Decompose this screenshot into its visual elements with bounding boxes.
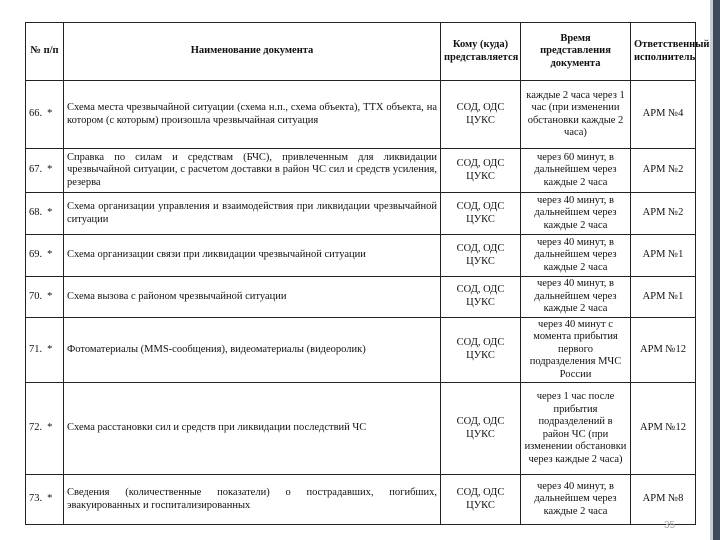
submission-time: через 1 час после прибытия подразделений в район ЧС (при изменении обстановки через каждые 2 часа) [521, 383, 631, 475]
row-mark: * [47, 164, 53, 176]
responsible: АРМ №1 [631, 277, 696, 318]
recipient: СОД, ОДС ЦУКС [441, 193, 521, 235]
responsible: АРМ №2 [631, 193, 696, 235]
row-mark: * [47, 207, 53, 219]
responsible: АРМ №12 [631, 383, 696, 475]
document-name: Схема организации связи при ликвидации чрезвычайной ситуации [64, 235, 441, 277]
responsible: АРМ №12 [631, 317, 696, 383]
document-name: Схема расстановки сил и средств при ликвидации последствий ЧС [64, 383, 441, 475]
row-number [26, 317, 64, 383]
table-row [26, 277, 696, 318]
row-number-text: 69. [29, 249, 43, 261]
row-number [26, 193, 64, 235]
recipient: СОД, ОДС ЦУКС [441, 277, 521, 318]
document-name: Справка по силам и средствам (БЧС), привлеченным для ликвидации чрезвычайной ситуации, с расчетом доставки в район ЧС сил и средств усиления, резерва [64, 149, 441, 193]
row-number [26, 81, 64, 149]
responsible: АРМ №8 [631, 475, 696, 525]
row-mark: * [47, 343, 53, 355]
responsible: АРМ №2 [631, 149, 696, 193]
recipient: СОД, ОДС ЦУКС [441, 235, 521, 277]
table-row [26, 235, 696, 277]
table-row [26, 383, 696, 475]
submission-time: через 40 минут, в дальнейшем через каждые 2 часа [521, 193, 631, 235]
document-name: Сведения (количественные показатели) о пострадавших, погибших, эвакуированных и госпитализированных [64, 475, 441, 525]
submission-time: через 40 минут с момента прибытия первого подразделения МЧС России [521, 317, 631, 383]
recipient: СОД, ОДС ЦУКС [441, 149, 521, 193]
table-row [26, 317, 696, 383]
slide-edge-bar [713, 0, 720, 540]
row-mark: * [47, 290, 53, 302]
header-to: Кому (куда) представляется [441, 23, 521, 81]
row-number [26, 235, 64, 277]
row-mark: * [47, 249, 53, 261]
responsible: АРМ №4 [631, 81, 696, 149]
document-name: Фотоматериалы (MMS-сообщения), видеоматериалы (видеоролик) [64, 317, 441, 383]
header-num: № п/п [26, 23, 64, 81]
table-header [26, 23, 696, 81]
row-number-text: 68. [29, 207, 43, 219]
submission-time: через 60 минут, в дальнейшем через каждые 2 часа [521, 149, 631, 193]
table-row [26, 193, 696, 235]
row-number-text: 66. [29, 108, 43, 120]
row-number [26, 475, 64, 525]
document-name: Схема места чрезвычайной ситуации (схема н.п., схема объекта), ТТХ объекта, на котором (с которым) произошла чрезвычайная ситуация [64, 81, 441, 149]
row-mark: * [47, 108, 53, 120]
header-name: Наименование документа [64, 23, 441, 81]
table-row [26, 149, 696, 193]
row-number-text: 67. [29, 164, 43, 176]
recipient: СОД, ОДС ЦУКС [441, 317, 521, 383]
table-row [26, 475, 696, 525]
submission-time: через 40 минут, в дальнейшем через каждые 2 часа [521, 235, 631, 277]
header-time: Время представления документа [521, 23, 631, 81]
recipient: СОД, ОДС ЦУКС [441, 475, 521, 525]
documents-table [25, 22, 710, 525]
page-number: 35 [664, 520, 676, 531]
recipient: СОД, ОДС ЦУКС [441, 383, 521, 475]
submission-time: через 40 минут, в дальнейшем через каждые 2 часа [521, 475, 631, 525]
row-number-text: 73. [29, 493, 43, 505]
row-number-text: 71. [29, 343, 43, 355]
row-number [26, 149, 64, 193]
recipient: СОД, ОДС ЦУКС [441, 81, 521, 149]
row-mark: * [47, 493, 53, 505]
responsible: АРМ №1 [631, 235, 696, 277]
submission-time: каждые 2 часа через 1 час (при изменении обстановки каждые 2 часа) [521, 81, 631, 149]
header-resp: Ответственный исполнитель [631, 23, 696, 81]
table-row [26, 81, 696, 149]
document-name: Схема вызова с районом чрезвычайной ситуации [64, 277, 441, 318]
submission-time: через 40 минут, в дальнейшем через каждые 2 часа [521, 277, 631, 318]
row-number [26, 383, 64, 475]
row-number-text: 72. [29, 422, 43, 434]
row-mark: * [47, 422, 53, 434]
row-number-text: 70. [29, 290, 43, 302]
row-number [26, 277, 64, 318]
document-name: Схема организации управления и взаимодействия при ликвидации чрезвычайной ситуации [64, 193, 441, 235]
